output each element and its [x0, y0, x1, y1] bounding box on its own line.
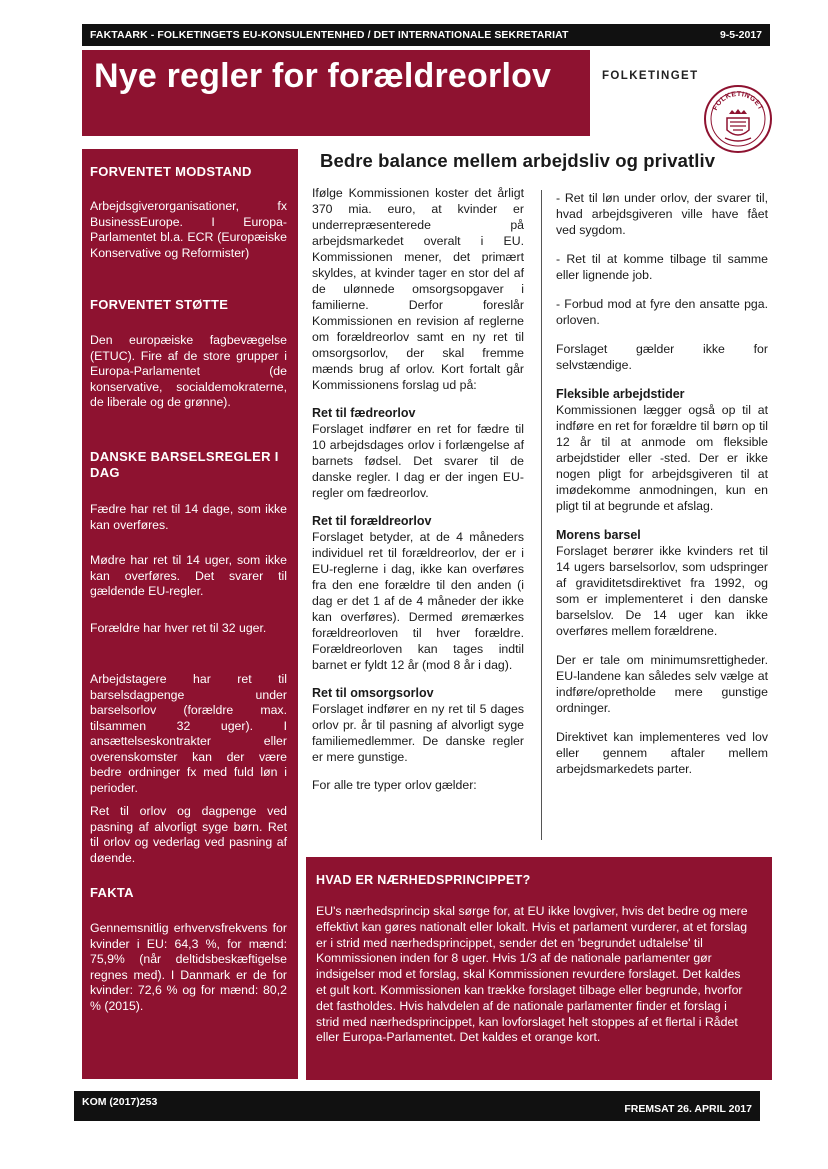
paragraph-faedreorlov: Forslaget indfører en ret for fædre til 10 arbejdsdages orlov i forlængelse af barnets fødsel. Det svarer til de danske regler. I dag er der ingen EU-regler om fædreorlov.	[312, 422, 524, 500]
naerhedsprincip-heading: HVAD ER NÆRHEDSPRINCIPPET?	[316, 873, 531, 887]
column-divider	[541, 190, 542, 840]
sidebar-text-foraeldre: Forældre har hver ret til 32 uger.	[90, 621, 267, 635]
sidebar-text-modstand: Arbejdsgiverorganisationer, fx BusinessEurope. I Europa-Parlamentet bl.a. ECR (Europæiske Konservative og Reformister)	[90, 199, 287, 260]
main-column-right	[556, 190, 768, 777]
folketinget-seal-icon	[703, 84, 773, 154]
bullet-fyring: - Forbud mod at fyre den ansatte pga. orloven.	[556, 297, 768, 327]
intro-paragraph: Ifølge Kommissionen koster det årligt 370 mia. euro, at kvinder er underrepræsenterede på arbejdsmarkedet overalt i EU. Kommissionen mener, det primært skyldes, at kvinder tager en stor del af de ulønnede omsorgsopgaver i familierne. Derfor foreslår Kommissionen en revision af reglerne om forældreorlov samt en ny ret til omsorgsorlov, der skal fremme mænds brug af orlov. Kort fortalt går Kommissionens forslag ud på:	[312, 186, 524, 392]
sidebar-heading-stoette: FORVENTET STØTTE	[90, 297, 229, 312]
paragraph-alle-typer: For alle tre typer orlov gælder:	[312, 778, 477, 792]
heading-omsorgsorlov: Ret til omsorgsorlov	[312, 686, 434, 700]
seal-text: FOLKETINGET	[711, 90, 765, 112]
heading-morens-barsel: Morens barsel	[556, 528, 641, 542]
naerhedsprincip-text: EU's nærhedsprincip skal sørge for, at EU ikke lovgiver, hvis det bedre og mere effektivt kan gøres nationalt eller lokalt. Hvis et parlament vurderer, at et forslag er i strid med nærhedsprincippet, sender det en 'begrundet udtalelse' til Kommissionen inden for 8 uger. Hvis 1/3 af de nationale parlamenter gør indsigelser mod et forslag, skal Kommissionen revurdere forslaget. Det kaldes et gult kort. Kommissionen kan trække forslaget tilbage eller begrunde, hvorfor det fastholdes. Hvis halvdelen af de nationale parlamenter finder et forslag i strid med nærhedsprincippet, kan lovforslaget helt stoppes af et flertal i Rådet eller Europa-Parlamentet. Det kaldes et orange kort.	[316, 904, 748, 1045]
sidebar-text-stoette: Den europæiske fagbevægelse (ETUC). Fire af de store grupper i Europa-Parlamentet (de konservative, socialdemokraterne, de liberale og de grønne).	[90, 333, 287, 409]
sidebar	[82, 149, 298, 1079]
sidebar-heading-barselsregler: DANSKE BARSELSREGLER I DAG	[90, 449, 279, 480]
presented-date: FREMSAT 26. APRIL 2017	[624, 1103, 752, 1115]
paragraph-omsorgsorlov: Forslaget indfører en ny ret til 5 dages orlov pr. år til pasning af alvorligt syge familiemedlemmer. De danske regler er mere gunstige.	[312, 702, 524, 764]
main-column-left	[312, 185, 524, 793]
page-title: Nye regler for forældreorlov	[94, 57, 552, 95]
heading-faedreorlov: Ret til fædreorlov	[312, 406, 416, 420]
top-banner	[82, 24, 770, 46]
bullet-loen: - Ret til løn under orlov, der svarer til, hvad arbejdsgiveren ville have fået ved sygdom.	[556, 191, 768, 237]
banner-text: FAKTAARK - FOLKETINGETS EU-KONSULENTENHED / DET INTERNATIONALE SEKRETARIAT	[90, 29, 569, 41]
paragraph-foraeldreorlov: Forslaget betyder, at de 4 måneders individuel ret til forældreorlov, der er i EU-reglerne i dag, ikke kan overføres fra den ene forældre til den anden (i dag er det 1 af de 4 måneder der ikke kan overføres). Dermed øremærkes forældreorloven til hver forældre. Forældreorloven kan tages indtil barnet er fyldt 12 år (mod 8 år i dag).	[312, 530, 524, 672]
paragraph-minimum: Der er tale om minimumsrettigheder. EU-landene kan således selv vælge at indføre/opretholde mere gunstige ordninger.	[556, 653, 768, 715]
naerhedsprincip-box	[306, 857, 772, 1080]
heading-fleksible: Fleksible arbejdstider	[556, 387, 685, 401]
sidebar-text-arbejdstagere: Arbejdstagere har ret til barselsdagpenge under barselsorlov (forældre max. tilsammen 32 uger). I ansættelseskontrakter eller overenskomster kan der være bedre ordninger fx med fuld løn i perioder.	[90, 672, 287, 795]
sidebar-heading-fakta: FAKTA	[90, 885, 134, 900]
sidebar-heading-modstand: FORVENTET MODSTAND	[90, 164, 252, 179]
bullet-tilbage: - Ret til at komme tilbage til samme eller lignende job.	[556, 252, 768, 282]
sidebar-text-faedre: Fædre har ret til 14 dage, som ikke kan overføres.	[90, 502, 287, 532]
document-date: 9-5-2017	[719, 29, 762, 41]
document-reference: KOM (2017)253	[82, 1096, 158, 1108]
paragraph-selvstaendige: Forslaget gælder ikke for selvstændige.	[556, 342, 768, 372]
paragraph-morens-barsel: Forslaget berører ikke kvinders ret til 14 ugers barselsorlov, som udspringer af graviditetsdirektivet fra 1992, og som er implementeret i den danske barselslov. De 14 uger kan ikke overføres mellem forældrene.	[556, 544, 768, 638]
sidebar-text-fakta: Gennemsnitlig erhvervsfrekvens for kvinder i EU: 64,3 %, for mænd: 75,9% (når deltidsbeskæftigelse regnes med). I Danmark er de for kvinder: 72,6 % og for mænd: 80,2 % (2015).	[90, 921, 287, 1013]
org-name: FOLKETINGET	[602, 70, 699, 82]
paragraph-fleksible: Kommissionen lægger også op til at indføre en ret for forældre til børn op til 12 år til at anmode om fleksible arbejdstider eller -sted. Der er ikke nogen pligt for arbejdsgiveren til at imødekomme anmodningen, kun en pligt til at begrunde et afslag.	[556, 403, 768, 513]
bottom-banner	[74, 1091, 760, 1121]
sidebar-text-syge-boern: Ret til orlov og dagpenge ved pasning af alvorligt syge børn. Ret til orlov og vederlag ved pasning af døende.	[90, 804, 287, 865]
heading-foraeldreorlov: Ret til forældreorlov	[312, 514, 432, 528]
svg-text:FOLKETINGET	[712, 91, 764, 112]
sidebar-text-moedre: Mødre har ret til 14 uger, som ikke kan overføres. Det svarer til gældende EU-regler.	[90, 553, 287, 598]
paragraph-direktiv: Direktivet kan implementeres ved lov eller gennem aftaler mellem arbejdsmarkedets parter.	[556, 730, 768, 776]
title-box	[82, 50, 590, 136]
section-title: Bedre balance mellem arbejdsliv og privatliv	[320, 150, 716, 171]
